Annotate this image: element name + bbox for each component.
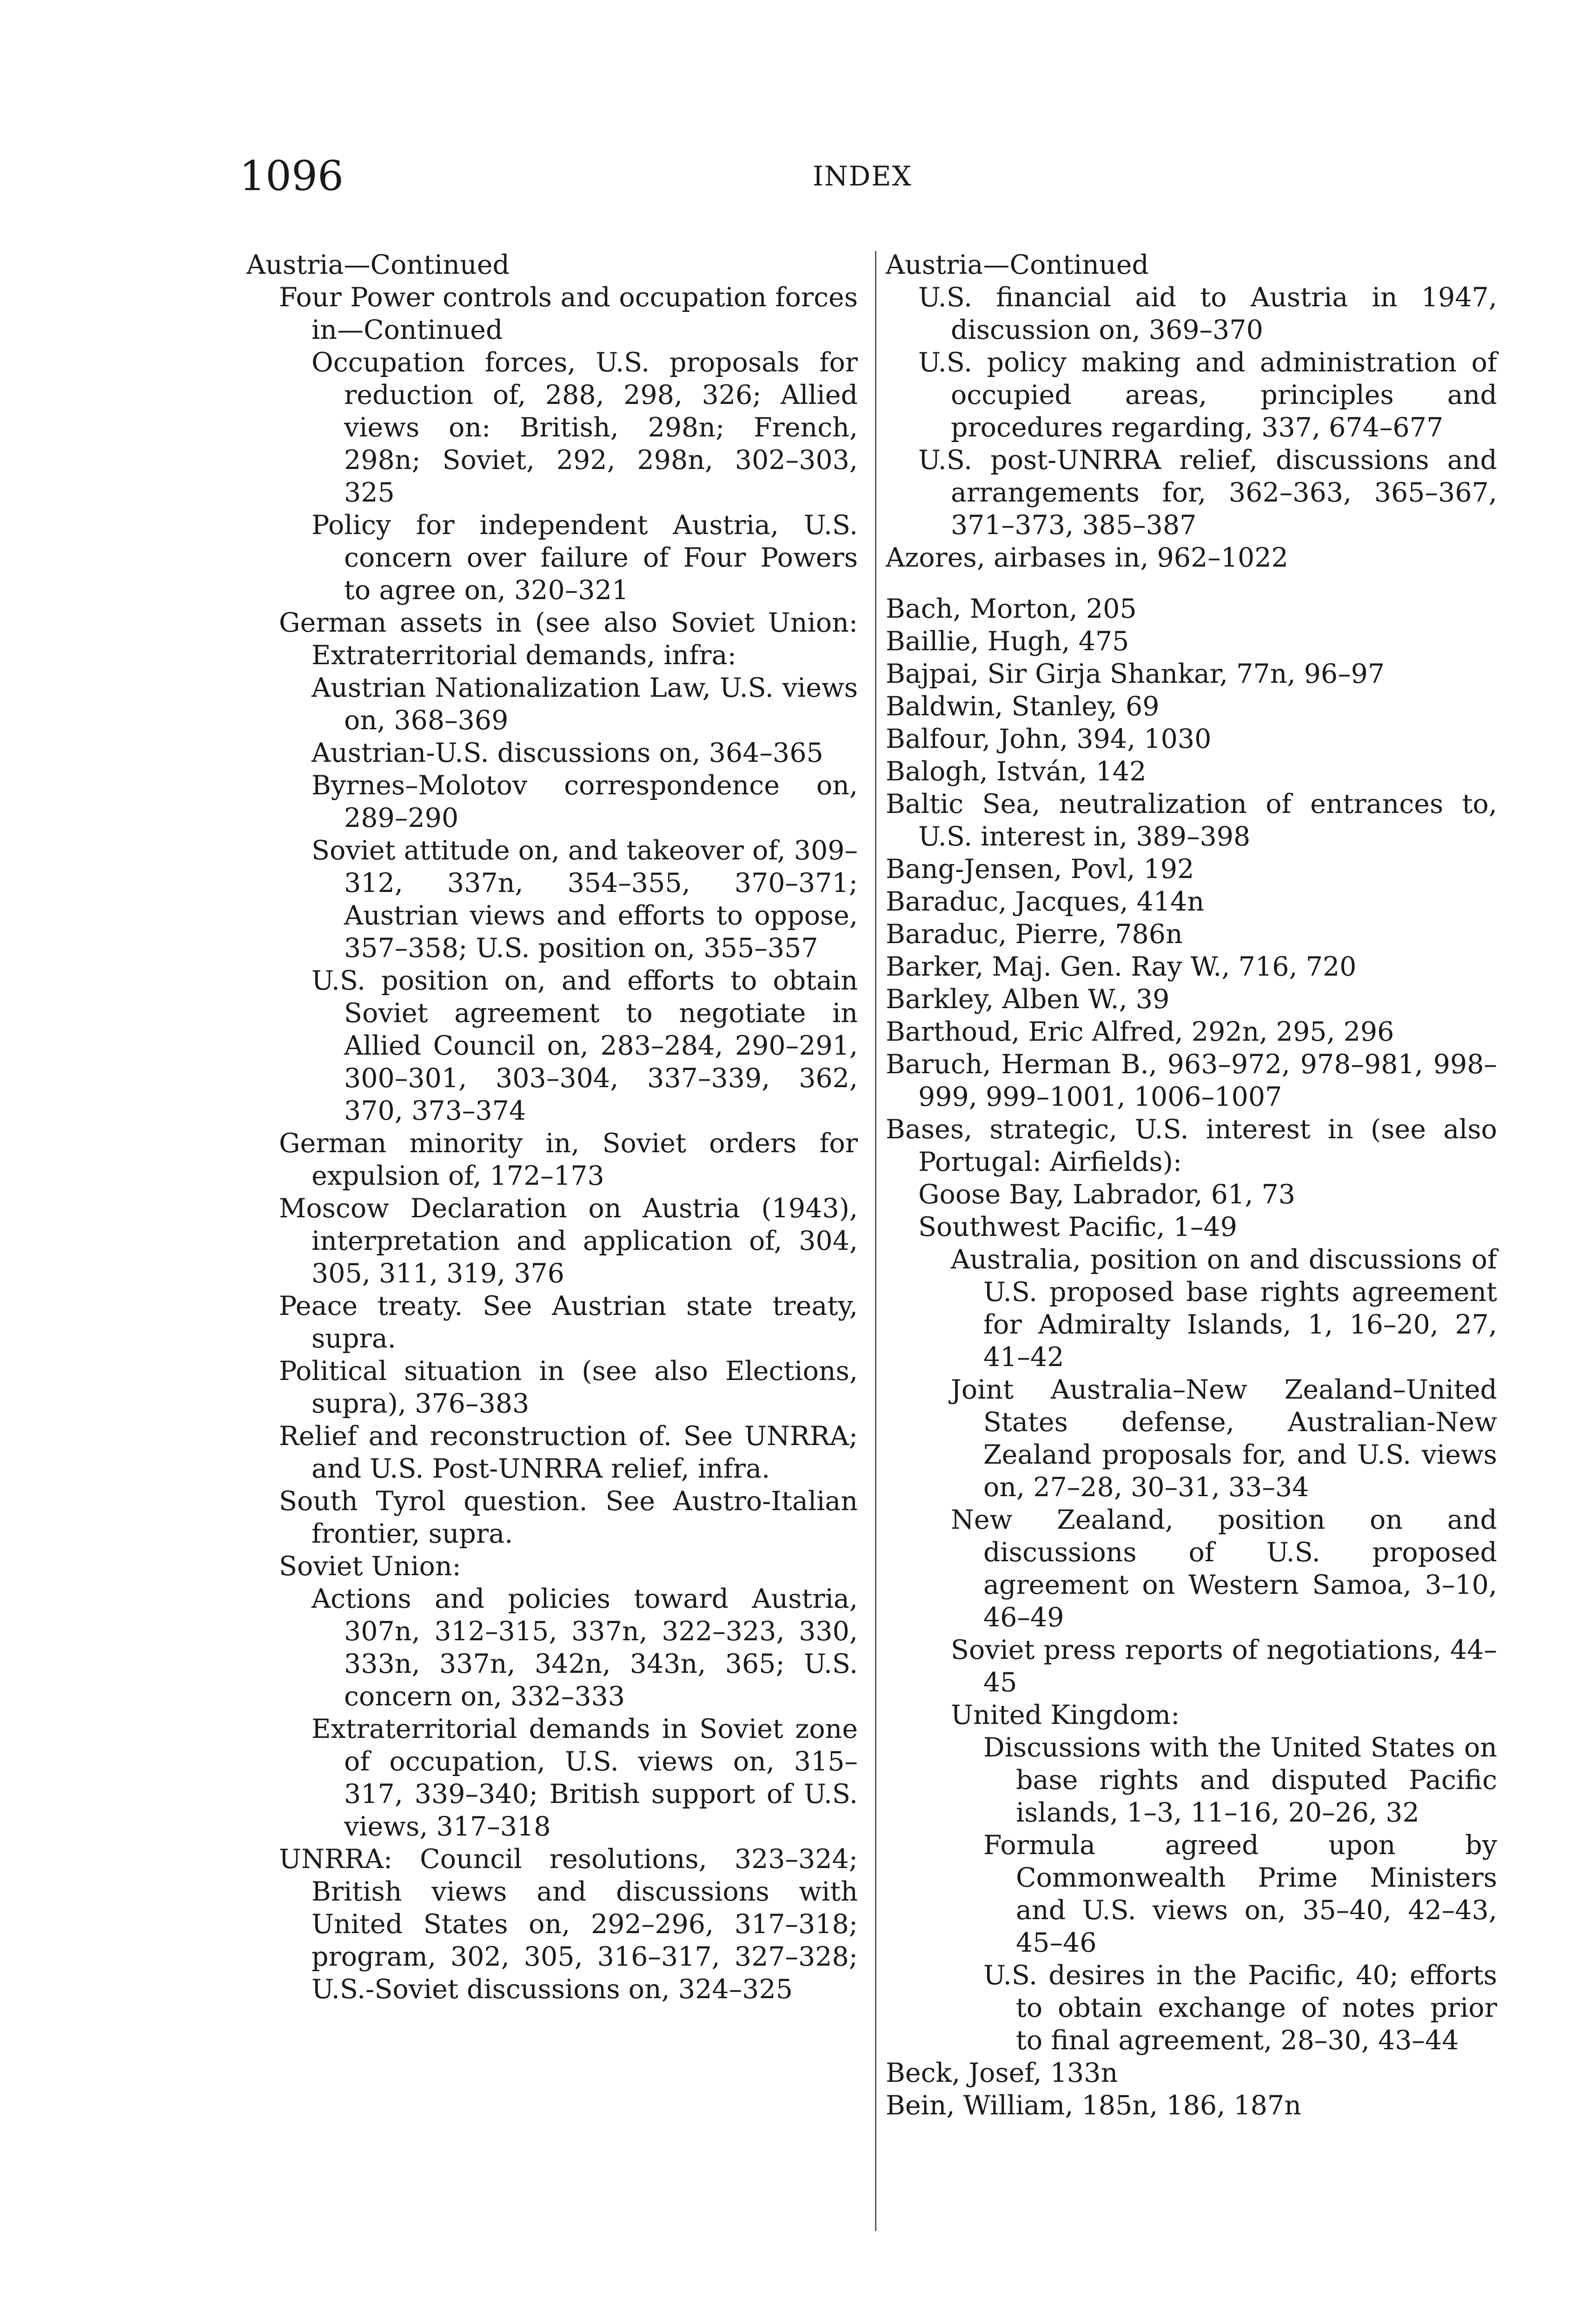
running-head: INDEX: [813, 160, 912, 192]
index-column-right: [886, 249, 1497, 2122]
column-divider: [875, 251, 876, 2231]
index-entry: Bein, William, 185n, 186, 187n: [886, 2090, 1301, 2121]
index-entry: Bach, Morton, 205: [886, 594, 1137, 624]
index-entry: German minority in, Soviet orders for expulsion of, 172–173: [279, 1128, 858, 1191]
index-entry: Baraduc, Pierre, 786n: [886, 919, 1183, 950]
index-entry: Austria—Continued: [246, 250, 510, 280]
index-entry: Byrnes–Molotov correspondence on, 289–290: [312, 770, 858, 833]
index-entry: Relief and reconstruction of. See UNRRA; and U.S. Post-UNRRA relief, infra.: [279, 1421, 858, 1484]
index-entry: Political situation in (see also Elections, supra), 376–383: [279, 1356, 858, 1419]
index-entry: Moscow Declaration on Austria (1943), interpretation and application of, 304, 305, 311, 319, 376: [279, 1193, 858, 1289]
index-entry: Balogh, István, 142: [886, 756, 1147, 787]
index-entry: Azores, airbases in, 962–1022: [886, 542, 1288, 573]
index-entry: Bases, strategic, U.S. interest in (see also Portugal: Airfields):: [886, 1114, 1497, 1177]
index-entry: Barker, Maj. Gen. Ray W., 716, 720: [886, 951, 1357, 982]
index-entry: United Kingdom:: [951, 1700, 1180, 1730]
index-entry: Bang-Jensen, Povl, 192: [886, 854, 1194, 885]
index-entry: Baillie, Hugh, 475: [886, 626, 1129, 657]
index-entry: U.S. position on, and efforts to obtain Soviet agreement to negotiate in Allied Council on, 283–284, 290–291, 300–301, 303–304, 337–339, 362, 370, 373–374: [312, 965, 858, 1126]
index-entry: Baltic Sea, neutralization of entrances to, U.S. interest in, 389–398: [886, 789, 1497, 852]
index-entry: Peace treaty. See Austrian state treaty, supra.: [279, 1291, 858, 1354]
index-entry: Southwest Pacific, 1–49: [918, 1212, 1237, 1242]
index-entry: Austria—Continued: [886, 250, 1149, 280]
index-entry: Formula agreed upon by Commonwealth Prime Ministers and U.S. views on, 35–40, 42–43, 45–46: [983, 1830, 1497, 1958]
index-entry: Four Power controls and occupation forces in—Continued: [279, 282, 858, 345]
index-entry: U.S. post-UNRRA relief, discussions and arrangements for, 362–363, 365–367, 371–373, 385–387: [918, 445, 1497, 541]
index-entry: Baldwin, Stanley, 69: [886, 691, 1160, 722]
index-entry: Bajpai, Sir Girja Shankar, 77n, 96–97: [886, 659, 1385, 689]
index-entry: Extraterritorial demands in Soviet zone of occupation, U.S. views on, 315–317, 339–340; British support of U.S. views, 317–318: [312, 1714, 858, 1842]
index-entry: Occupation forces, U.S. proposals for reduction of, 288, 298, 326; Allied views on: British, 298n; French, 298n; Soviet, 292, 298n, 302–303, 325: [312, 347, 858, 508]
index-entry: Soviet Union:: [279, 1551, 461, 1582]
index-entry: German assets in (see also Soviet Union: Extraterritorial demands, infra:: [279, 607, 858, 671]
index-entry: U.S. desires in the Pacific, 40; efforts to obtain exchange of notes prior to final agreement, 28–30, 43–44: [983, 1960, 1497, 2056]
index-entry: Baraduc, Jacques, 414n: [886, 886, 1205, 917]
index-entry: Soviet press reports of negotiations, 44–45: [951, 1635, 1497, 1698]
index-entry: Actions and policies toward Austria, 307n, 312–315, 337n, 322–323, 330, 333n, 337n, 342n, 343n, 365; U.S. concern on, 332–333: [312, 1584, 858, 1712]
index-column-left: [246, 249, 858, 2006]
index-entry: Balfour, John, 394, 1030: [886, 724, 1212, 754]
page-number: 1096: [239, 152, 344, 200]
index-entry: Policy for independent Austria, U.S. concern over failure of Four Powers to agree on, 320–321: [312, 510, 858, 606]
index-entry: Barthoud, Eric Alfred, 292n, 295, 296: [886, 1017, 1394, 1047]
index-entry: Austrian Nationalization Law, U.S. views on, 368–369: [312, 673, 858, 736]
index-entry: Goose Bay, Labrador, 61, 73: [918, 1179, 1295, 1210]
index-entry: Soviet attitude on, and takeover of, 309–312, 337n, 354–355, 370–371; Austrian views and efforts to oppose, 357–358; U.S. position on, 355–357: [312, 835, 858, 964]
index-entry: Discussions with the United States on base rights and disputed Pacific islands, 1–3, 11–16, 20–26, 32: [983, 1732, 1497, 1828]
index-entry: Joint Australia–New Zealand–United States defense, Australian-New Zealand proposals for, and U.S. views on, 27–28, 30–31, 33–34: [951, 1374, 1497, 1503]
index-entry: Beck, Josef, 133n: [886, 2058, 1118, 2088]
index-entry: South Tyrol question. See Austro-Italian frontier, supra.: [279, 1486, 858, 1549]
index-entry: Barkley, Alben W., 39: [886, 984, 1170, 1015]
index-entry: Austrian-U.S. discussions on, 364–365: [312, 738, 823, 768]
index-entry: Baruch, Herman B., 963–972, 978–981, 998–999, 999–1001, 1006–1007: [886, 1049, 1497, 1112]
index-entry: U.S. policy making and administration of occupied areas, principles and procedures regarding, 337, 674–677: [918, 347, 1497, 443]
index-entry: UNRRA: Council resolutions, 323–324; British views and discussions with United States on, 292–296, 317–318; program, 302, 305, 316–317, 327–328; U.S.-Soviet discussions on, 324–325: [279, 1844, 858, 2005]
index-entry: New Zealand, position on and discussions of U.S. proposed agreement on Western Samoa, 3–10, 46–49: [951, 1505, 1497, 1633]
index-entry: Australia, position on and discussions of U.S. proposed base rights agreement for Admiralty Islands, 1, 16–20, 27, 41–42: [951, 1244, 1497, 1373]
index-entry: U.S. financial aid to Austria in 1947, discussion on, 369–370: [918, 282, 1497, 345]
